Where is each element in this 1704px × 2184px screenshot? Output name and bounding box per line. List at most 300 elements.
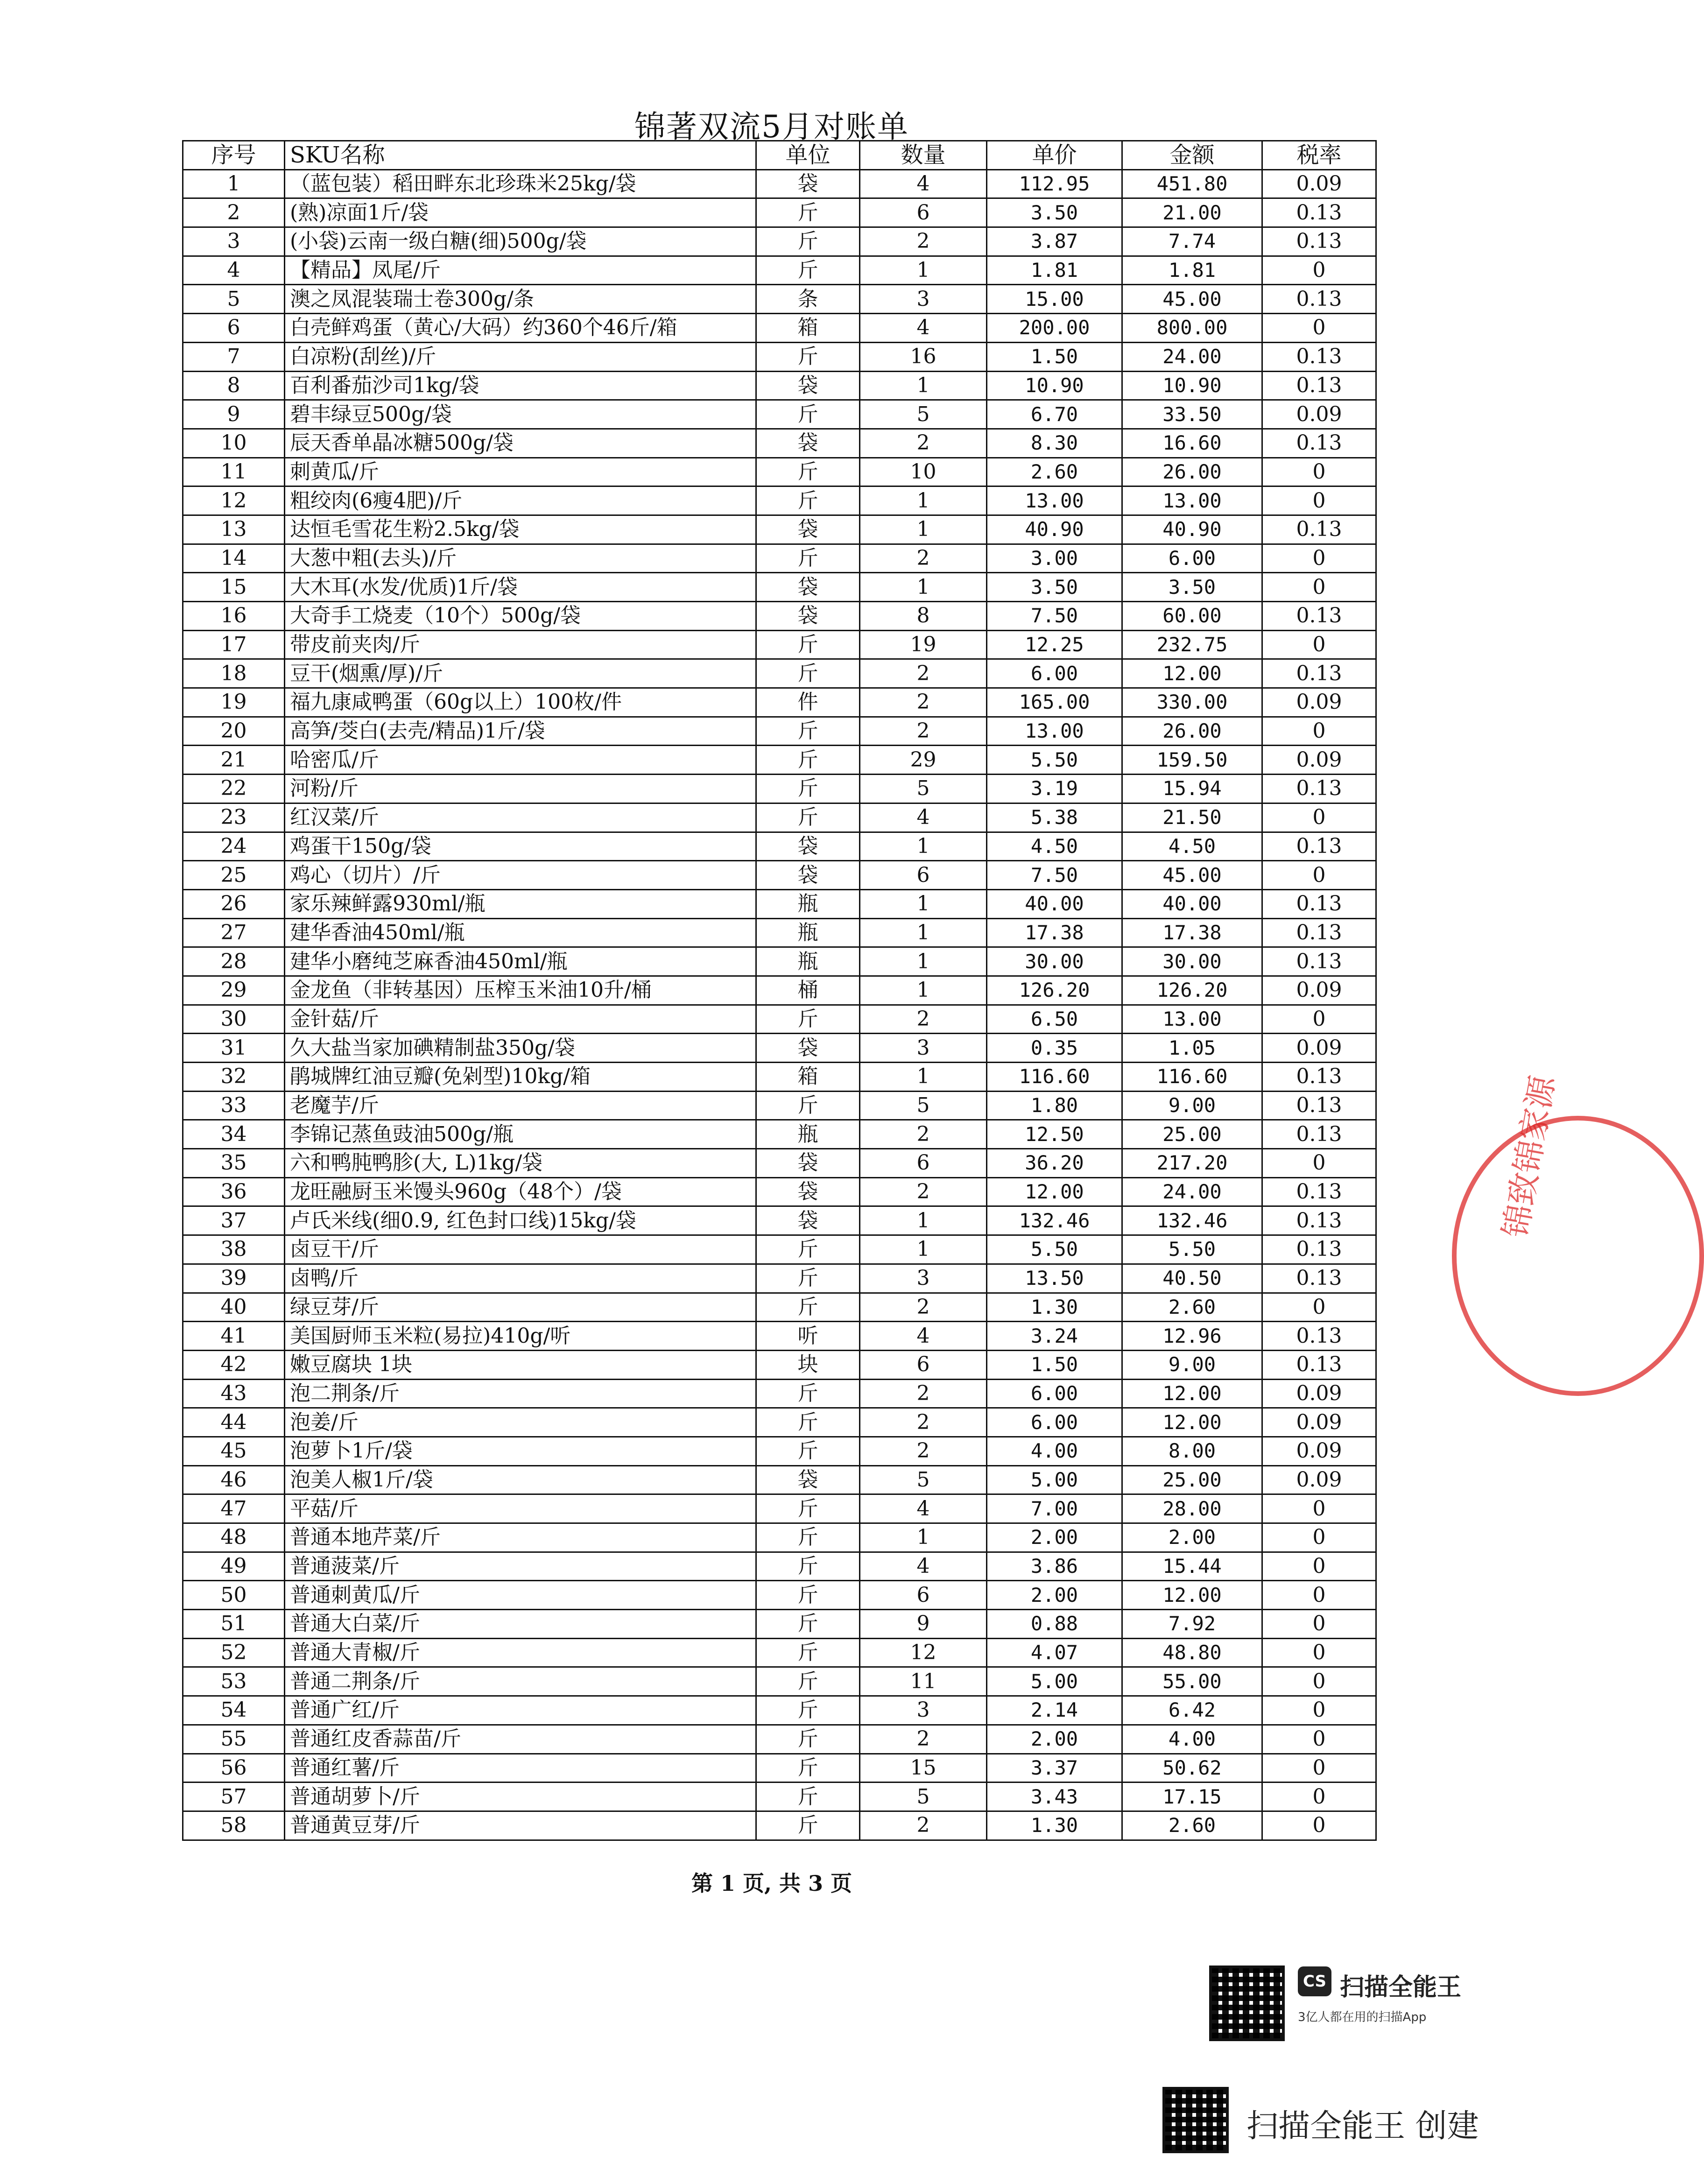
table-row bbox=[183, 1581, 1376, 1610]
cell-sku-name: 绿豆芽/斤 bbox=[285, 1293, 756, 1322]
cell-amount: 12.96 bbox=[1122, 1322, 1262, 1351]
cell-unit: 瓶 bbox=[756, 918, 860, 947]
cell-unit-price: 5.00 bbox=[987, 1667, 1122, 1696]
document-title: 锦著双流5月对账单 bbox=[634, 109, 909, 145]
table-row bbox=[183, 1437, 1376, 1465]
cell-index: 18 bbox=[183, 659, 285, 688]
cell-quantity: 6 bbox=[860, 1581, 987, 1610]
table-row bbox=[183, 227, 1376, 256]
cell-index: 51 bbox=[183, 1610, 285, 1639]
cell-index: 57 bbox=[183, 1782, 285, 1811]
cell-quantity: 1 bbox=[860, 918, 987, 947]
table-row bbox=[183, 400, 1376, 429]
cell-tax-rate: 0.13 bbox=[1262, 1177, 1376, 1206]
cell-tax-rate: 0.13 bbox=[1262, 285, 1376, 314]
table-row bbox=[183, 515, 1376, 544]
cell-unit-price: 132.46 bbox=[987, 1206, 1122, 1235]
cell-unit: 斤 bbox=[756, 1494, 860, 1523]
cell-unit-price: 6.00 bbox=[987, 1408, 1122, 1437]
cell-sku-name: 刺黄瓜/斤 bbox=[285, 458, 756, 486]
cell-tax-rate: 0 bbox=[1262, 1638, 1376, 1667]
cell-amount: 21.00 bbox=[1122, 198, 1262, 227]
cell-sku-name: 普通二荆条/斤 bbox=[285, 1667, 756, 1696]
cell-index: 12 bbox=[183, 486, 285, 515]
cell-amount: 116.60 bbox=[1122, 1063, 1262, 1092]
table-row bbox=[183, 544, 1376, 573]
cell-sku-name: 普通红皮香蒜苗/斤 bbox=[285, 1725, 756, 1754]
cell-amount: 28.00 bbox=[1122, 1494, 1262, 1523]
cell-tax-rate: 0.13 bbox=[1262, 918, 1376, 947]
cell-unit-price: 3.87 bbox=[987, 227, 1122, 256]
cell-quantity: 2 bbox=[860, 659, 987, 688]
cell-sku-name: 哈密瓜/斤 bbox=[285, 746, 756, 775]
cell-amount: 9.00 bbox=[1122, 1091, 1262, 1120]
cell-unit: 斤 bbox=[756, 659, 860, 688]
cell-amount: 800.00 bbox=[1122, 314, 1262, 343]
cell-unit: 袋 bbox=[756, 1465, 860, 1494]
cell-index: 50 bbox=[183, 1581, 285, 1610]
cell-tax-rate: 0.13 bbox=[1262, 889, 1376, 918]
cell-unit: 斤 bbox=[756, 1754, 860, 1782]
cell-unit-price: 3.86 bbox=[987, 1552, 1122, 1581]
cell-amount: 26.00 bbox=[1122, 717, 1262, 746]
cell-unit: 瓶 bbox=[756, 889, 860, 918]
created-by-label: 扫描全能王 创建 bbox=[1246, 2108, 1479, 2145]
cell-unit-price: 40.90 bbox=[987, 515, 1122, 544]
cell-index: 40 bbox=[183, 1293, 285, 1322]
cell-unit: 袋 bbox=[756, 573, 860, 602]
table-row bbox=[183, 1811, 1376, 1840]
cell-sku-name: 泡二荆条/斤 bbox=[285, 1379, 756, 1408]
cell-amount: 6.42 bbox=[1122, 1696, 1262, 1725]
cell-index: 8 bbox=[183, 371, 285, 400]
header-index: 序号 bbox=[183, 141, 285, 170]
cell-quantity: 19 bbox=[860, 630, 987, 659]
cell-index: 46 bbox=[183, 1465, 285, 1494]
cell-quantity: 1 bbox=[860, 1523, 987, 1552]
cell-index: 36 bbox=[183, 1177, 285, 1206]
cell-tax-rate: 0.13 bbox=[1262, 429, 1376, 458]
table-row bbox=[183, 832, 1376, 861]
cell-quantity: 1 bbox=[860, 256, 987, 285]
cell-sku-name: 大奇手工烧麦（10个）500g/袋 bbox=[285, 602, 756, 631]
cell-sku-name: 豆干(烟熏/厚)/斤 bbox=[285, 659, 756, 688]
cell-sku-name: 六和鸭肫鸭胗(大, L)1kg/袋 bbox=[285, 1149, 756, 1178]
cell-unit-price: 6.70 bbox=[987, 400, 1122, 429]
cell-quantity: 1 bbox=[860, 371, 987, 400]
cell-tax-rate: 0.13 bbox=[1262, 1120, 1376, 1149]
table-row bbox=[183, 1120, 1376, 1149]
cell-sku-name: 久大盐当家加碘精制盐350g/袋 bbox=[285, 1034, 756, 1063]
cell-unit: 斤 bbox=[756, 1610, 860, 1639]
cell-sku-name: 大木耳(水发/优质)1斤/袋 bbox=[285, 573, 756, 602]
cell-unit: 斤 bbox=[756, 1552, 860, 1581]
cell-unit-price: 8.30 bbox=[987, 429, 1122, 458]
cell-index: 14 bbox=[183, 544, 285, 573]
cell-sku-name: 平菇/斤 bbox=[285, 1494, 756, 1523]
cell-tax-rate: 0 bbox=[1262, 1667, 1376, 1696]
cell-tax-rate: 0 bbox=[1262, 1610, 1376, 1639]
header-amount: 金额 bbox=[1122, 141, 1262, 170]
cell-quantity: 10 bbox=[860, 458, 987, 486]
cell-unit-price: 2.00 bbox=[987, 1581, 1122, 1610]
cell-unit-price: 13.00 bbox=[987, 486, 1122, 515]
cell-amount: 217.20 bbox=[1122, 1149, 1262, 1178]
cell-amount: 2.60 bbox=[1122, 1293, 1262, 1322]
cell-sku-name: 泡美人椒1斤/袋 bbox=[285, 1465, 756, 1494]
cell-unit: 袋 bbox=[756, 602, 860, 631]
cell-index: 2 bbox=[183, 198, 285, 227]
cell-quantity: 2 bbox=[860, 1177, 987, 1206]
cell-sku-name: 普通大青椒/斤 bbox=[285, 1638, 756, 1667]
camscanner-watermark bbox=[1209, 1956, 1471, 2040]
cell-sku-name: 普通广红/斤 bbox=[285, 1696, 756, 1725]
cell-index: 32 bbox=[183, 1063, 285, 1092]
cell-amount: 13.00 bbox=[1122, 1005, 1262, 1034]
cell-sku-name: 碧丰绿豆500g/袋 bbox=[285, 400, 756, 429]
table-row bbox=[183, 947, 1376, 976]
cell-tax-rate: 0 bbox=[1262, 314, 1376, 343]
table-row bbox=[183, 1638, 1376, 1667]
table-row bbox=[183, 1063, 1376, 1092]
table-row bbox=[183, 458, 1376, 486]
cell-unit: 斤 bbox=[756, 1725, 860, 1754]
cell-quantity: 6 bbox=[860, 1350, 987, 1379]
cell-sku-name: 普通菠菜/斤 bbox=[285, 1552, 756, 1581]
cell-amount: 50.62 bbox=[1122, 1754, 1262, 1782]
cell-unit: 斤 bbox=[756, 1264, 860, 1293]
cell-unit: 斤 bbox=[756, 1638, 860, 1667]
cell-tax-rate: 0 bbox=[1262, 1725, 1376, 1754]
cell-unit: 斤 bbox=[756, 458, 860, 486]
cell-quantity: 2 bbox=[860, 227, 987, 256]
cell-sku-name: 粗绞肉(6瘦4肥)/斤 bbox=[285, 486, 756, 515]
cell-unit-price: 5.50 bbox=[987, 1235, 1122, 1264]
header-row bbox=[183, 141, 1376, 170]
cell-unit: 袋 bbox=[756, 515, 860, 544]
cell-amount: 15.44 bbox=[1122, 1552, 1262, 1581]
cell-index: 56 bbox=[183, 1754, 285, 1782]
cell-sku-name: 建华小磨纯芝麻香油450ml/瓶 bbox=[285, 947, 756, 976]
cell-unit-price: 2.60 bbox=[987, 458, 1122, 486]
cell-unit-price: 12.00 bbox=[987, 1177, 1122, 1206]
cell-index: 15 bbox=[183, 573, 285, 602]
cell-unit: 袋 bbox=[756, 169, 860, 198]
cell-unit: 桶 bbox=[756, 976, 860, 1005]
table-row bbox=[183, 602, 1376, 631]
cell-quantity: 4 bbox=[860, 1552, 987, 1581]
cell-amount: 45.00 bbox=[1122, 285, 1262, 314]
cell-unit-price: 7.00 bbox=[987, 1494, 1122, 1523]
cell-amount: 12.00 bbox=[1122, 1379, 1262, 1408]
cell-sku-name: 老魔芋/斤 bbox=[285, 1091, 756, 1120]
company-seal-text: 锦致锦家源 bbox=[1496, 1072, 1563, 1240]
cell-tax-rate: 0.13 bbox=[1262, 1264, 1376, 1293]
cell-unit: 斤 bbox=[756, 803, 860, 832]
cell-unit: 瓶 bbox=[756, 1120, 860, 1149]
cell-quantity: 11 bbox=[860, 1667, 987, 1696]
cell-unit: 瓶 bbox=[756, 947, 860, 976]
cell-unit-price: 2.00 bbox=[987, 1725, 1122, 1754]
cell-quantity: 2 bbox=[860, 544, 987, 573]
table-row bbox=[183, 1005, 1376, 1034]
cell-amount: 21.50 bbox=[1122, 803, 1262, 832]
cell-tax-rate: 0.13 bbox=[1262, 947, 1376, 976]
cell-unit: 斤 bbox=[756, 717, 860, 746]
cell-unit: 箱 bbox=[756, 1063, 860, 1092]
cell-quantity: 1 bbox=[860, 889, 987, 918]
cell-tax-rate: 0 bbox=[1262, 717, 1376, 746]
header-unit: 单位 bbox=[756, 141, 860, 170]
cell-index: 55 bbox=[183, 1725, 285, 1754]
cell-amount: 4.00 bbox=[1122, 1725, 1262, 1754]
cell-unit: 箱 bbox=[756, 314, 860, 343]
table-row bbox=[183, 429, 1376, 458]
cell-sku-name: 李锦记蒸鱼豉油500g/瓶 bbox=[285, 1120, 756, 1149]
cell-unit: 斤 bbox=[756, 486, 860, 515]
cell-tax-rate: 0.13 bbox=[1262, 602, 1376, 631]
cell-quantity: 5 bbox=[860, 775, 987, 803]
page-footer: 第 1 页, 共 3 页 bbox=[691, 1871, 852, 1896]
cell-unit: 斤 bbox=[756, 1437, 860, 1465]
cell-tax-rate: 0.13 bbox=[1262, 515, 1376, 544]
cell-quantity: 4 bbox=[860, 1322, 987, 1351]
table-row bbox=[183, 1552, 1376, 1581]
cell-amount: 8.00 bbox=[1122, 1437, 1262, 1465]
cell-unit: 斤 bbox=[756, 1293, 860, 1322]
cell-amount: 33.50 bbox=[1122, 400, 1262, 429]
table-row bbox=[183, 775, 1376, 803]
cell-sku-name: 澳之凤混装瑞士卷300g/条 bbox=[285, 285, 756, 314]
cell-unit-price: 3.00 bbox=[987, 544, 1122, 573]
cell-tax-rate: 0 bbox=[1262, 1754, 1376, 1782]
cell-index: 38 bbox=[183, 1235, 285, 1264]
cell-quantity: 4 bbox=[860, 1494, 987, 1523]
cell-amount: 17.15 bbox=[1122, 1782, 1262, 1811]
cell-quantity: 4 bbox=[860, 803, 987, 832]
cell-amount: 7.92 bbox=[1122, 1610, 1262, 1639]
cell-unit: 块 bbox=[756, 1350, 860, 1379]
cell-unit: 袋 bbox=[756, 1034, 860, 1063]
cell-index: 31 bbox=[183, 1034, 285, 1063]
cell-unit: 斤 bbox=[756, 1091, 860, 1120]
cell-amount: 48.80 bbox=[1122, 1638, 1262, 1667]
table-row bbox=[183, 889, 1376, 918]
table-row bbox=[183, 1465, 1376, 1494]
cell-tax-rate: 0.09 bbox=[1262, 1465, 1376, 1494]
cell-index: 13 bbox=[183, 515, 285, 544]
cell-quantity: 1 bbox=[860, 1063, 987, 1092]
cell-index: 25 bbox=[183, 861, 285, 890]
table-row bbox=[183, 1754, 1376, 1782]
cell-unit: 斤 bbox=[756, 1782, 860, 1811]
cell-sku-name: 普通大白菜/斤 bbox=[285, 1610, 756, 1639]
cell-amount: 15.94 bbox=[1122, 775, 1262, 803]
cell-tax-rate: 0.09 bbox=[1262, 976, 1376, 1005]
table-row bbox=[183, 1206, 1376, 1235]
cell-unit-price: 4.07 bbox=[987, 1638, 1122, 1667]
cell-unit: 袋 bbox=[756, 371, 860, 400]
cell-amount: 25.00 bbox=[1122, 1120, 1262, 1149]
cell-amount: 9.00 bbox=[1122, 1350, 1262, 1379]
cell-quantity: 2 bbox=[860, 1005, 987, 1034]
cell-index: 39 bbox=[183, 1264, 285, 1293]
table-row bbox=[183, 717, 1376, 746]
cell-index: 17 bbox=[183, 630, 285, 659]
cell-amount: 2.60 bbox=[1122, 1811, 1262, 1840]
cell-index: 23 bbox=[183, 803, 285, 832]
cell-unit-price: 126.20 bbox=[987, 976, 1122, 1005]
header-sku-name: SKU名称 bbox=[285, 141, 756, 170]
cell-tax-rate: 0.13 bbox=[1262, 659, 1376, 688]
cell-unit-price: 5.00 bbox=[987, 1465, 1122, 1494]
table-row bbox=[183, 1034, 1376, 1063]
cell-index: 28 bbox=[183, 947, 285, 976]
cell-sku-name: 达恒毛雪花生粉2.5kg/袋 bbox=[285, 515, 756, 544]
cell-amount: 40.90 bbox=[1122, 515, 1262, 544]
table-row bbox=[183, 573, 1376, 602]
cell-index: 45 bbox=[183, 1437, 285, 1465]
cell-unit-price: 13.00 bbox=[987, 717, 1122, 746]
cell-tax-rate: 0.13 bbox=[1262, 227, 1376, 256]
table-row bbox=[183, 861, 1376, 890]
table-row bbox=[183, 1782, 1376, 1811]
cell-index: 37 bbox=[183, 1206, 285, 1235]
cell-amount: 40.00 bbox=[1122, 889, 1262, 918]
cell-unit-price: 3.50 bbox=[987, 573, 1122, 602]
cell-unit-price: 3.43 bbox=[987, 1782, 1122, 1811]
cell-index: 9 bbox=[183, 400, 285, 429]
cell-unit: 袋 bbox=[756, 1177, 860, 1206]
cell-unit-price: 0.88 bbox=[987, 1610, 1122, 1639]
cell-sku-name: 普通黄豆芽/斤 bbox=[285, 1811, 756, 1840]
cell-amount: 2.00 bbox=[1122, 1523, 1262, 1552]
cell-unit: 斤 bbox=[756, 256, 860, 285]
cell-unit-price: 15.00 bbox=[987, 285, 1122, 314]
company-seal bbox=[1452, 1116, 1704, 1396]
cell-index: 42 bbox=[183, 1350, 285, 1379]
cell-amount: 1.81 bbox=[1122, 256, 1262, 285]
cell-unit-price: 12.50 bbox=[987, 1120, 1122, 1149]
cell-quantity: 5 bbox=[860, 400, 987, 429]
cell-sku-name: 嫩豆腐块 1块 bbox=[285, 1350, 756, 1379]
cell-quantity: 5 bbox=[860, 1782, 987, 1811]
table-row bbox=[183, 1350, 1376, 1379]
table-row bbox=[183, 1494, 1376, 1523]
cell-amount: 4.50 bbox=[1122, 832, 1262, 861]
cell-amount: 451.80 bbox=[1122, 169, 1262, 198]
cell-tax-rate: 0.13 bbox=[1262, 1322, 1376, 1351]
cell-sku-name: 大葱中粗(去头)/斤 bbox=[285, 544, 756, 573]
cell-tax-rate: 0.13 bbox=[1262, 1206, 1376, 1235]
cell-index: 16 bbox=[183, 602, 285, 631]
cell-unit-price: 7.50 bbox=[987, 602, 1122, 631]
cell-quantity: 1 bbox=[860, 515, 987, 544]
cell-sku-name: 金针菇/斤 bbox=[285, 1005, 756, 1034]
cell-unit: 听 bbox=[756, 1322, 860, 1351]
table-row bbox=[183, 1235, 1376, 1264]
header-quantity: 数量 bbox=[860, 141, 987, 170]
cell-tax-rate: 0.13 bbox=[1262, 198, 1376, 227]
cell-tax-rate: 0 bbox=[1262, 458, 1376, 486]
cell-unit-price: 3.24 bbox=[987, 1322, 1122, 1351]
cell-unit: 斤 bbox=[756, 400, 860, 429]
table-row bbox=[183, 1379, 1376, 1408]
camscanner-logo-icon: CS bbox=[1298, 1966, 1331, 1996]
cell-index: 20 bbox=[183, 717, 285, 746]
table-body bbox=[183, 169, 1376, 1840]
cell-unit-price: 1.30 bbox=[987, 1811, 1122, 1840]
cell-amount: 24.00 bbox=[1122, 1177, 1262, 1206]
cell-quantity: 1 bbox=[860, 832, 987, 861]
cell-sku-name: 河粉/斤 bbox=[285, 775, 756, 803]
cell-unit-price: 1.30 bbox=[987, 1293, 1122, 1322]
cell-quantity: 8 bbox=[860, 602, 987, 631]
cell-unit-price: 3.50 bbox=[987, 198, 1122, 227]
cell-quantity: 3 bbox=[860, 1696, 987, 1725]
cell-tax-rate: 0.09 bbox=[1262, 1379, 1376, 1408]
cell-quantity: 12 bbox=[860, 1638, 987, 1667]
header-tax-rate: 税率 bbox=[1262, 141, 1376, 170]
table-row bbox=[183, 976, 1376, 1005]
cell-amount: 55.00 bbox=[1122, 1667, 1262, 1696]
cell-quantity: 2 bbox=[860, 1811, 987, 1840]
cell-tax-rate: 0.13 bbox=[1262, 1063, 1376, 1092]
table-row bbox=[183, 1264, 1376, 1293]
cell-unit: 斤 bbox=[756, 775, 860, 803]
table-row bbox=[183, 688, 1376, 717]
cell-sku-name: 带皮前夹肉/斤 bbox=[285, 630, 756, 659]
cell-index: 22 bbox=[183, 775, 285, 803]
cell-sku-name: 【精品】凤尾/斤 bbox=[285, 256, 756, 285]
cell-quantity: 2 bbox=[860, 1293, 987, 1322]
cell-index: 4 bbox=[183, 256, 285, 285]
cell-amount: 132.46 bbox=[1122, 1206, 1262, 1235]
cell-unit-price: 3.19 bbox=[987, 775, 1122, 803]
cell-quantity: 5 bbox=[860, 1465, 987, 1494]
table-row bbox=[183, 1696, 1376, 1725]
cell-unit: 条 bbox=[756, 285, 860, 314]
cell-sku-name: 百利番茄沙司1kg/袋 bbox=[285, 371, 756, 400]
cell-amount: 7.74 bbox=[1122, 227, 1262, 256]
cell-tax-rate: 0 bbox=[1262, 1523, 1376, 1552]
cell-amount: 60.00 bbox=[1122, 602, 1262, 631]
cell-index: 49 bbox=[183, 1552, 285, 1581]
table-row bbox=[183, 314, 1376, 343]
cell-quantity: 6 bbox=[860, 198, 987, 227]
cell-unit: 斤 bbox=[756, 746, 860, 775]
cell-index: 26 bbox=[183, 889, 285, 918]
cell-tax-rate: 0 bbox=[1262, 861, 1376, 890]
cell-amount: 40.50 bbox=[1122, 1264, 1262, 1293]
cell-unit: 件 bbox=[756, 688, 860, 717]
cell-index: 41 bbox=[183, 1322, 285, 1351]
cell-quantity: 4 bbox=[860, 169, 987, 198]
cell-unit: 袋 bbox=[756, 861, 860, 890]
cell-quantity: 2 bbox=[860, 1437, 987, 1465]
cell-tax-rate: 0 bbox=[1262, 486, 1376, 515]
cell-sku-name: 泡姜/斤 bbox=[285, 1408, 756, 1437]
cell-sku-name: 泡萝卜1斤/袋 bbox=[285, 1437, 756, 1465]
cell-sku-name: 福九康咸鸭蛋（60g以上）100枚/件 bbox=[285, 688, 756, 717]
cell-sku-name: 普通本地芹菜/斤 bbox=[285, 1523, 756, 1552]
cell-tax-rate: 0 bbox=[1262, 1005, 1376, 1034]
cell-tax-rate: 0 bbox=[1262, 1811, 1376, 1840]
cell-unit-price: 6.00 bbox=[987, 659, 1122, 688]
table-row bbox=[183, 198, 1376, 227]
cell-tax-rate: 0.13 bbox=[1262, 1091, 1376, 1120]
cell-index: 34 bbox=[183, 1120, 285, 1149]
